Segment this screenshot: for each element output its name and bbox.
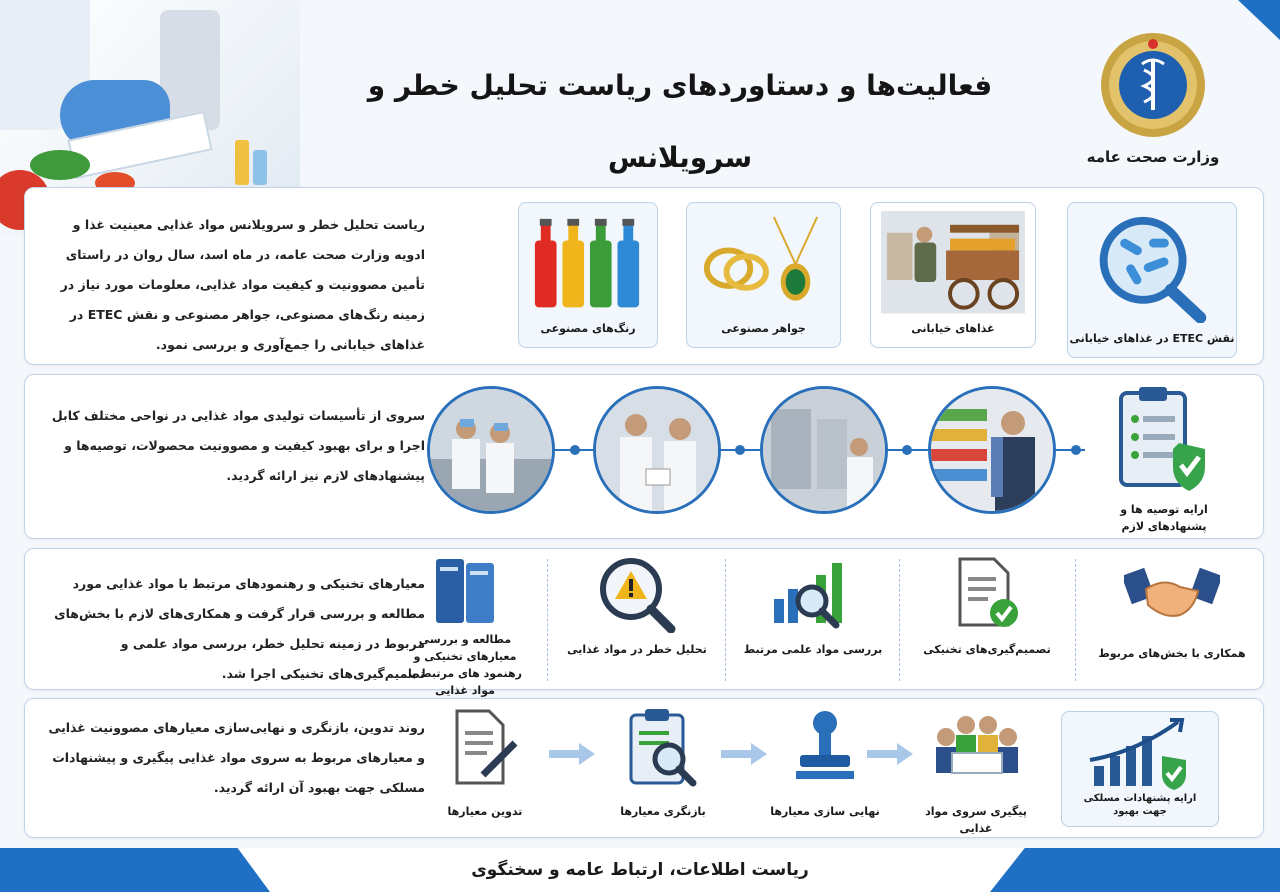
item-label: تصمیم‌گیری‌های تخنیکی bbox=[923, 643, 1051, 656]
card-label: رنگ‌های مصنوعی bbox=[540, 322, 636, 335]
step-professional-proposals bbox=[1061, 711, 1219, 827]
technical-decisions-item bbox=[911, 555, 1063, 675]
row1-description: ریاست تحلیل خطر و سرویلانس مواد غذایی معینیت غذا و ادویه وزارت صحت عامه، در ماه اسد، سال روان در راستای تأمین مصوونیت و کیفیت مواد غذایی، معلومات مورد نیاز در زمینه رنگ‌های مصنوعی، جواهر مصنوعی و نقش ETEC در غذاهای خیابانی را جمع‌آوری و بررسی نمود. bbox=[60, 217, 425, 352]
divider bbox=[725, 559, 726, 681]
row-standards-development bbox=[24, 698, 1264, 838]
arrow-right-icon bbox=[549, 743, 595, 765]
handshake-icon bbox=[1124, 561, 1220, 627]
card-etec-street-food bbox=[1067, 202, 1237, 358]
recommendations-label: ارایه توصیه ها و پشنهادهای لازم bbox=[1120, 503, 1208, 533]
recommendations-item bbox=[1089, 383, 1239, 533]
card-label: نقش ETEC در غذاهای خیابانی bbox=[1069, 332, 1235, 345]
corner-decoration bbox=[1220, 0, 1280, 40]
step-review bbox=[603, 707, 723, 831]
footer-text: ریاست اطلاعات، ارتباط عامه و سخنگوی bbox=[471, 860, 809, 880]
risk-analysis-item bbox=[561, 555, 713, 675]
warning-magnifier-icon bbox=[595, 555, 679, 633]
page-title: فعالیت‌ها و دستاوردهای ریاست تحلیل خطر و سرویلانس bbox=[367, 69, 993, 174]
item-label: مطالعه و بررسی معیارهای تخنیکی و رهنمود های مرتبط با مواد غذایی bbox=[407, 633, 522, 697]
arrow-right-icon bbox=[867, 743, 913, 765]
stamp-icon bbox=[790, 707, 860, 787]
ministry-seal-icon bbox=[1094, 30, 1212, 140]
row4-description: روند تدوین، بازنگری و نهایی‌سازی معیارهای مصوونیت غذایی و معیارهای مربوط به سروی مواد غذایی پیگیری و پیشنهادات مسلکی جهت بهبود آن ارائه گردید. bbox=[48, 720, 425, 795]
team-meeting-icon bbox=[928, 707, 1024, 787]
divider bbox=[547, 559, 548, 681]
card-artificial-colors bbox=[518, 202, 658, 348]
jewelry-icon bbox=[697, 211, 830, 313]
factory-inspection-photo bbox=[427, 386, 555, 514]
divider bbox=[1075, 559, 1076, 681]
document-check-icon bbox=[952, 555, 1022, 631]
row2-description: سروی از تأسیسات تولیدی مواد غذایی در نواحی مختلف کابل اجرا و برای بهبود کیفیت و مصوونیت محصولات، توصیه‌ها و پیشنهادهای لازم نیز ارائه گردید. bbox=[51, 408, 425, 483]
step-survey-followup bbox=[911, 707, 1041, 835]
growth-chart-icon bbox=[1086, 716, 1196, 790]
card-label: غذاهای خیابانی bbox=[911, 322, 995, 335]
production-line-photo bbox=[760, 386, 888, 514]
standards-study-item bbox=[395, 553, 535, 697]
step-label: تدوین معیارها bbox=[447, 805, 523, 818]
books-icon bbox=[430, 553, 500, 625]
card-artificial-jewelry bbox=[686, 202, 841, 348]
timeline-dot bbox=[1071, 445, 1081, 455]
scientific-review-item bbox=[737, 555, 889, 675]
footer-decoration-left bbox=[0, 848, 270, 892]
step-label: ارایه پشنهادات مسلکی جهت بهبود bbox=[1083, 793, 1197, 817]
cooperation-item bbox=[1087, 561, 1257, 681]
row3-description: معیارهای تخنیکی و رهنمودهای مرتبط با مواد غذایی مورد مطالعه و بررسی قرار گرفت و همکاری‌های لازم با بخش‌های مربوط در زمینه تحلیل خطر، بررسی مواد علمی و تصمیم‌گیری‌های تخنیکی اجرا شد. bbox=[54, 576, 425, 681]
step-finalization bbox=[765, 707, 885, 831]
arrow-right-icon bbox=[721, 743, 767, 765]
chart-magnifier-icon bbox=[770, 555, 856, 629]
step-label: پیگیری سروی مواد غذایی bbox=[925, 805, 1027, 835]
timeline-dot bbox=[902, 445, 912, 455]
item-label: تحلیل خطر در مواد غذایی bbox=[567, 643, 707, 656]
footer-decoration-right bbox=[990, 848, 1280, 892]
market-inspector-photo bbox=[928, 386, 1056, 514]
clipboard-magnifier-icon bbox=[623, 707, 703, 787]
row-information-collection bbox=[24, 187, 1264, 365]
bottles-icon bbox=[529, 211, 647, 313]
item-label: همکاری با بخش‌های مربوط bbox=[1098, 647, 1246, 660]
divider bbox=[899, 559, 900, 681]
timeline-dot bbox=[570, 445, 580, 455]
item-label: بررسی مواد علمی مرتبط bbox=[743, 643, 883, 656]
bacteria-magnifier-icon bbox=[1078, 211, 1226, 323]
step-label: نهایی سازی معیارها bbox=[770, 805, 880, 818]
timeline-dot bbox=[735, 445, 745, 455]
step-drafting bbox=[435, 707, 535, 831]
document-pen-icon bbox=[449, 707, 521, 787]
inspectors-review-photo bbox=[593, 386, 721, 514]
card-label: جواهر مصنوعی bbox=[721, 322, 806, 335]
card-street-food bbox=[870, 202, 1036, 348]
clipboard-check-icon bbox=[1109, 383, 1219, 495]
row-technical-standards bbox=[24, 548, 1264, 697]
street-food-icon bbox=[881, 211, 1025, 314]
step-label: بازنگری معیارها bbox=[620, 805, 706, 818]
row-production-survey bbox=[24, 374, 1264, 539]
logo-caption: وزارت صحت عامه bbox=[1086, 148, 1220, 166]
